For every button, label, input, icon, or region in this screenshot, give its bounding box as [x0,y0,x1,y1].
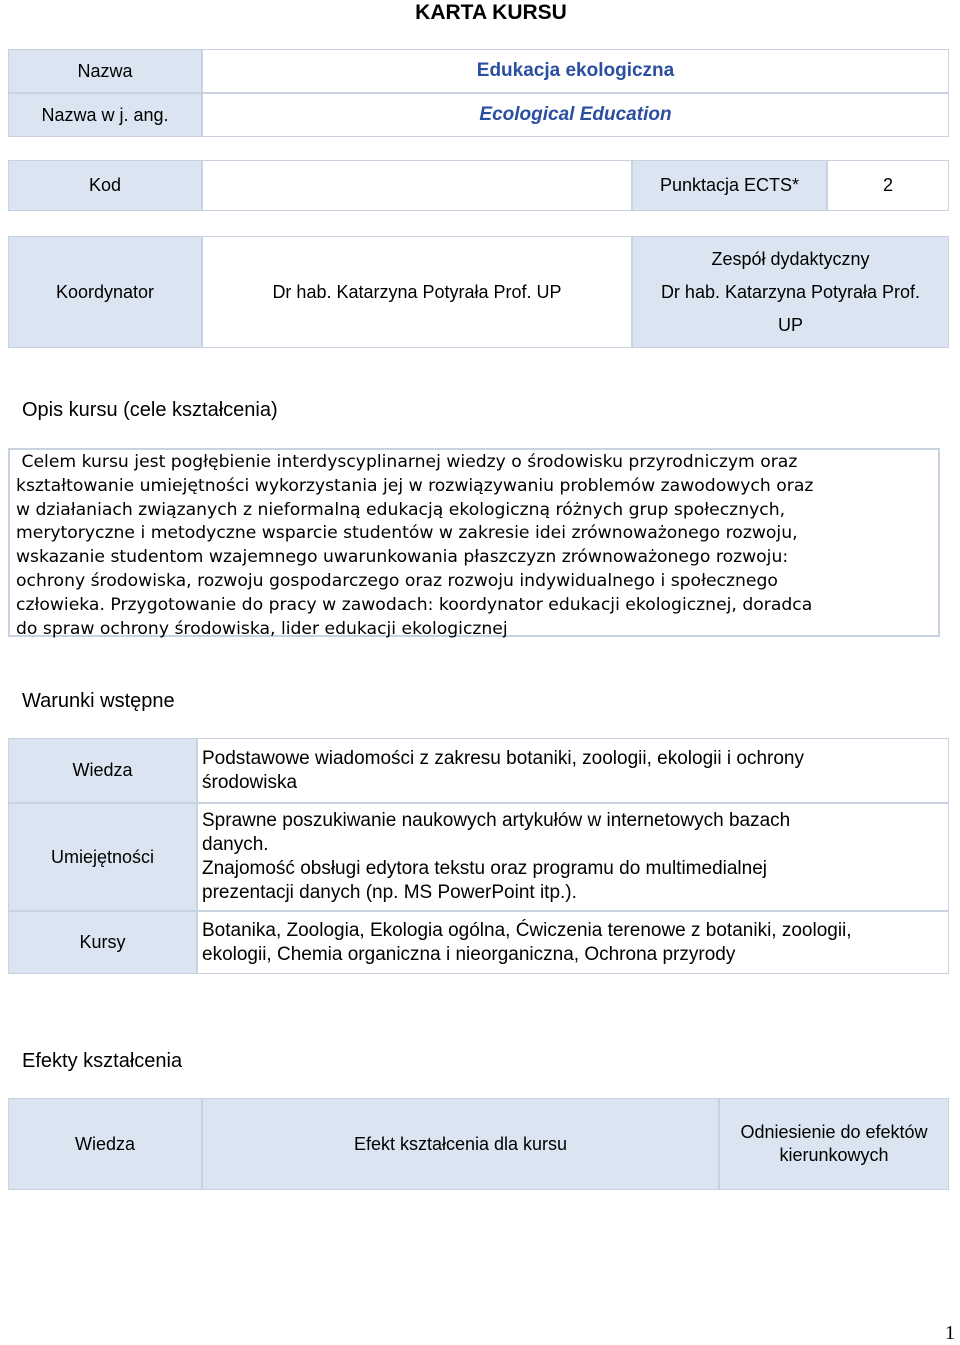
description-line: ochrony środowiska, rozwoju gospodarczego oraz rozwoju indywidualnego i społecznego [16,570,778,591]
description-line: merytoryczne i metodyczne wsparcie studentów w zakresie idei zrównoważonego rozwoju, [16,523,798,544]
prereq-value-knowledge [197,738,949,803]
ects-label: Punktacja ECTS* [632,160,827,211]
team-label: Zespół dydaktyczny [711,248,870,269]
description-heading: Opis kursu (cele kształcenia) [22,399,278,421]
description-line: człowieka. Przygotowanie do pracy w zawodach: koordynator edukacji ekologicznej, doradca [16,594,813,615]
page-title: KARTA KURSU [415,1,567,24]
outcomes-heading: Efekty kształcenia [22,1050,183,1072]
prereq-line: prezentacji danych (np. MS PowerPoint itp.). [202,882,577,903]
prereq-value-courses [197,911,949,974]
name-en-label: Nazwa w j. ang. [8,93,202,137]
outcomes-col-reference-line2: kierunkowych [779,1145,889,1165]
prereq-value-skills [197,803,949,911]
description-line: w działaniach związanych z nieformalną edukacją ekologiczną różnych grup społecznych, [16,499,786,520]
description-line: wskazanie studentom wzajemnego uwarunkowania płaszczyzn zrównoważonego rozwoju: [16,547,789,568]
description-line: Celem kursu jest pogłębienie interdyscyplinarnej wiedzy o środowisku przyrodniczym oraz [16,452,798,472]
outcomes-table [8,1098,949,1190]
coordinator-table [8,236,949,348]
team-cell [632,236,949,348]
outcomes-col-reference [719,1098,949,1190]
code-table [8,160,949,211]
course-name: Edukacja ekologiczna [202,49,949,93]
prereq-line: środowiska [202,771,298,793]
prereq-label-knowledge: Wiedza [8,738,197,803]
coordinator-value: Dr hab. Katarzyna Potyrała Prof. UP [202,236,632,348]
prereq-line: Znajomość obsługi edytora tekstu oraz programu do multimedialnej [202,858,767,879]
team-value-line2: UP [777,314,803,335]
prereq-line: danych. [202,834,269,855]
prerequisites-heading: Warunki wstępne [22,690,175,712]
prerequisites-table [8,738,949,974]
page-number: 1 [945,1322,955,1344]
description-box [8,448,940,637]
ects-value: 2 [827,160,949,211]
code-value [202,160,632,211]
name-label: Nazwa [8,49,202,93]
course-name-en: Ecological Education [202,93,949,137]
prereq-line: Podstawowe wiadomości z zakresu botaniki, zoologii, ekologii i ochrony [202,747,804,769]
prereq-line: Sprawne poszukiwanie naukowych artykułów w internetowych bazach [202,810,791,831]
description-line: do spraw ochrony środowiska, lider edukacji ekologicznej [16,618,508,639]
prereq-line: ekologii, Chemia organiczna i nieorganiczna, Ochrona przyrody [202,943,736,965]
name-table [8,49,949,137]
coordinator-label: Koordynator [8,236,202,348]
outcomes-col-reference-line1: Odniesienie do efektów [740,1122,928,1142]
outcomes-col-knowledge: Wiedza [8,1098,202,1190]
team-value-line1: Dr hab. Katarzyna Potyrała Prof. [660,281,921,302]
code-label: Kod [8,160,202,211]
prereq-line: Botanika, Zoologia, Ekologia ogólna, Ćwiczenia terenowe z botaniki, zoologii, [202,919,852,941]
outcomes-col-effect: Efekt kształcenia dla kursu [202,1098,719,1190]
prereq-label-courses: Kursy [8,911,197,974]
description-line: kształtowanie umiejętności wykorzystania jej w rozwiązywaniu problemów zawodowych oraz [16,475,814,496]
prereq-label-skills: Umiejętności [8,803,197,911]
